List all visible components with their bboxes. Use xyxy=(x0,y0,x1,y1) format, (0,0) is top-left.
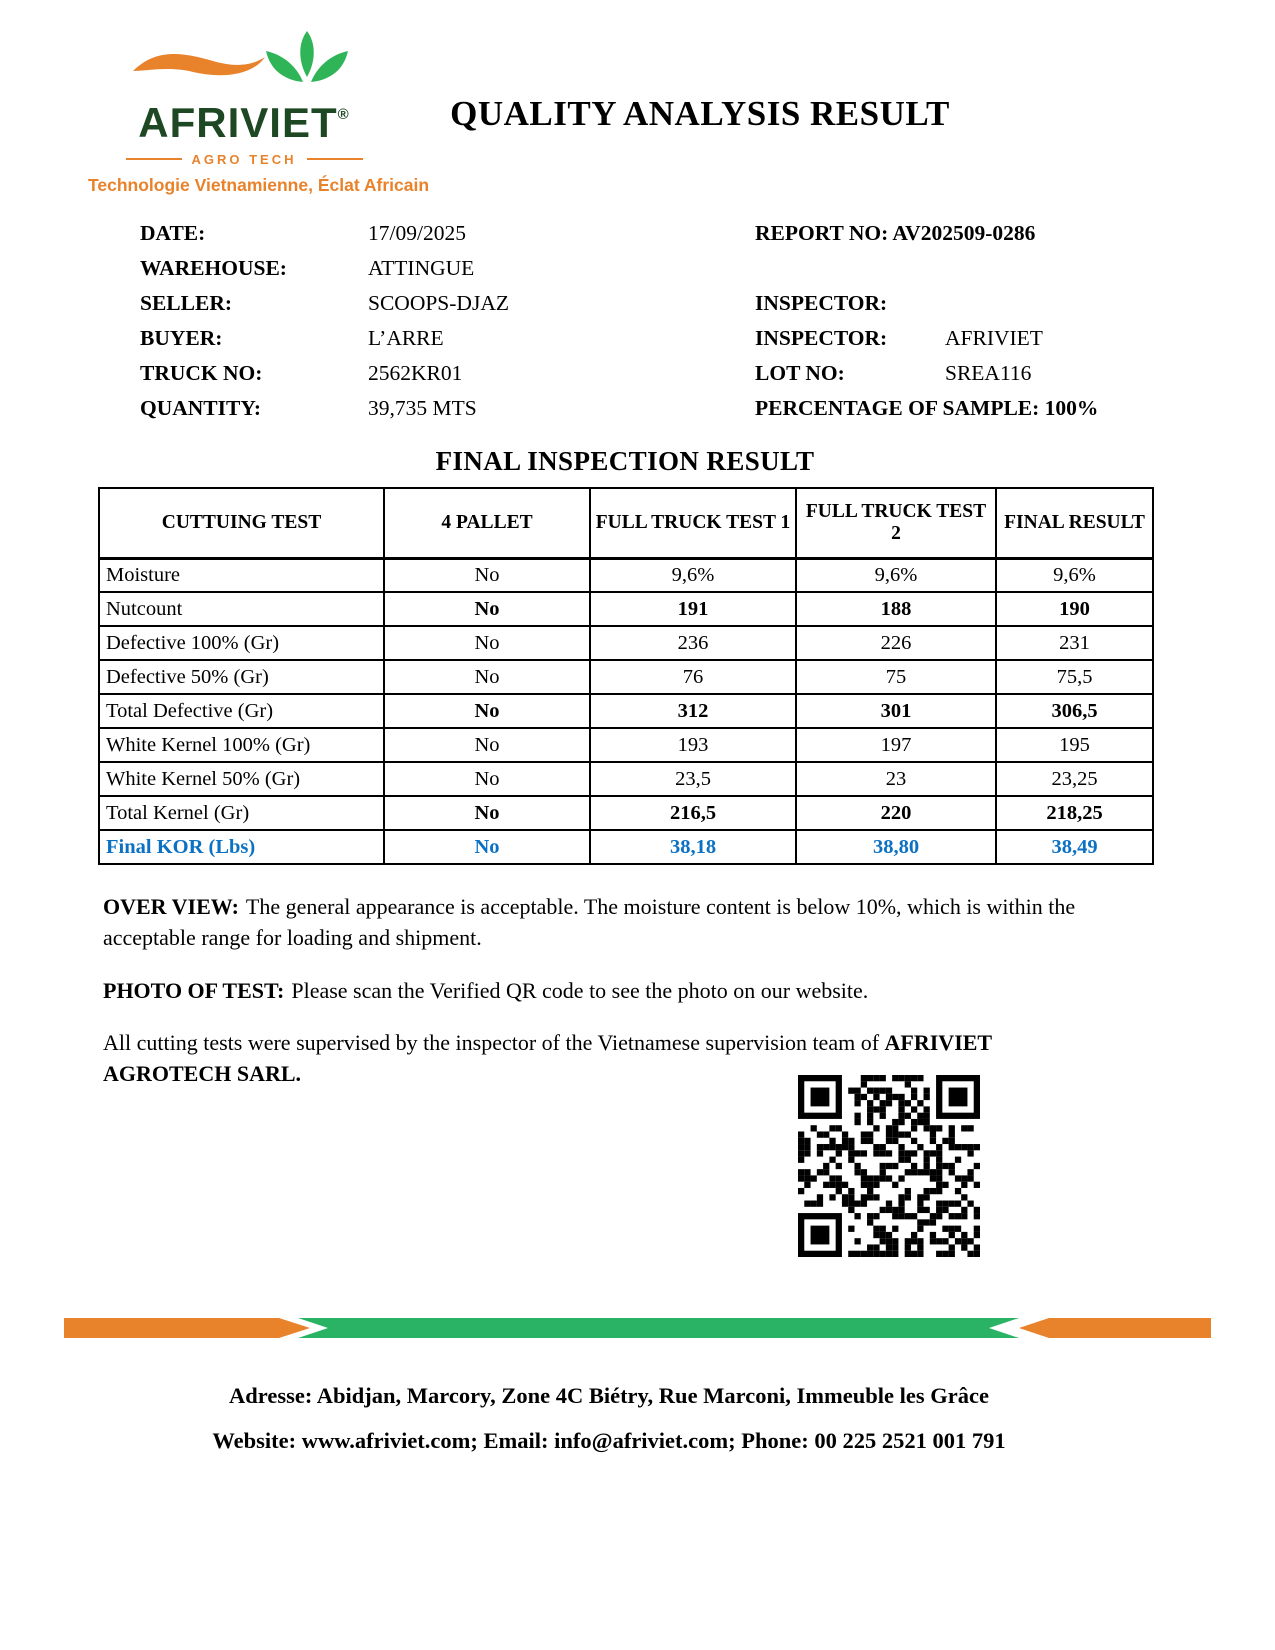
divider-line xyxy=(307,158,363,160)
table-row xyxy=(99,762,1153,796)
info-field-value: 2562KR01 xyxy=(368,361,463,385)
table-row xyxy=(99,796,1153,830)
value-cell: 23,25 xyxy=(996,762,1153,796)
table-row xyxy=(99,558,1153,592)
info-row xyxy=(0,321,1275,356)
table-body xyxy=(99,558,1153,864)
value-cell: No xyxy=(384,762,590,796)
column-header: 4 PALLET xyxy=(384,488,590,558)
value-cell: 75,5 xyxy=(996,660,1153,694)
registered-mark: ® xyxy=(337,106,350,123)
info-field-label: DATE: xyxy=(140,221,206,245)
info-row xyxy=(0,286,1275,321)
info-field-value: ATTINGUE xyxy=(368,256,475,280)
value-cell: 193 xyxy=(590,728,796,762)
info-row xyxy=(0,391,1275,426)
info-field-value: 17/09/2025 xyxy=(368,221,466,245)
info-field-label: QUANTITY: xyxy=(140,396,262,420)
value-cell: No xyxy=(384,694,590,728)
value-cell: No xyxy=(384,626,590,660)
sub-brand xyxy=(88,152,400,167)
value-cell: 188 xyxy=(796,592,996,626)
info-field-value: 39,735 MTS xyxy=(368,396,477,420)
value-cell: 197 xyxy=(796,728,996,762)
info-field-label: WAREHOUSE: xyxy=(140,256,287,280)
value-cell: 216,5 xyxy=(590,796,796,830)
info-row xyxy=(0,216,1275,251)
row-label-cell: Total Defective (Gr) xyxy=(99,694,384,728)
info-field-label: LOT NO: xyxy=(755,361,845,385)
footer-contact: Website: www.afriviet.com; Email: info@afriviet.com; Phone: 00 225 2521 001 791 xyxy=(212,1428,1006,1454)
value-cell: 231 xyxy=(996,626,1153,660)
section-title: FINAL INSPECTION RESULT xyxy=(435,446,815,476)
table-row xyxy=(99,592,1153,626)
info-section xyxy=(0,216,1275,426)
divider-line xyxy=(126,158,182,160)
column-header: FULL TRUCK TEST 1 xyxy=(590,488,796,558)
value-cell: 218,25 xyxy=(996,796,1153,830)
value-cell: 236 xyxy=(590,626,796,660)
info-field-value: AFRIVIET xyxy=(945,326,1043,350)
value-cell: 312 xyxy=(590,694,796,728)
value-cell: No xyxy=(384,830,590,864)
info-field-label: REPORT NO: AV202509-0286 xyxy=(755,221,1036,245)
info-field-label: TRUCK NO: xyxy=(140,361,263,385)
value-cell: 220 xyxy=(796,796,996,830)
afriviet-logo xyxy=(88,30,430,196)
column-header: FINAL RESULT xyxy=(996,488,1153,558)
value-cell: 75 xyxy=(796,660,996,694)
value-cell: 76 xyxy=(590,660,796,694)
value-cell: No xyxy=(384,558,590,592)
value-cell: No xyxy=(384,796,590,830)
value-cell: 9,6% xyxy=(590,558,796,592)
divider-band xyxy=(64,1317,1211,1339)
photo-of-test-paragraph xyxy=(103,975,1093,1006)
inspection-results-table xyxy=(98,487,1154,865)
report-header xyxy=(0,0,1275,212)
value-cell: 306,5 xyxy=(996,694,1153,728)
logo-leaf-swoosh-icon xyxy=(129,30,359,102)
table-row xyxy=(99,660,1153,694)
overview-text: The general appearance is acceptable. The moisture content is below 10%, which is within the acceptable range for loading and shipment. xyxy=(103,894,1076,951)
value-cell: 38,49 xyxy=(996,830,1153,864)
row-label-cell: Final KOR (Lbs) xyxy=(99,830,384,864)
supervision-text: All cutting tests were supervised by the inspector of the Vietnamese supervision team of xyxy=(103,1029,880,1055)
leaf-icon xyxy=(266,31,348,82)
overview-paragraph xyxy=(103,891,1093,953)
footer-address: Adresse: Abidjan, Marcory, Zone 4C Biétry, Rue Marconi, Immeuble les Grâce xyxy=(229,1383,989,1409)
info-field-label: PERCENTAGE OF SAMPLE: 100% xyxy=(755,396,1099,420)
table-header xyxy=(99,488,1153,558)
value-cell: No xyxy=(384,592,590,626)
sub-brand-label: AGRO TECH xyxy=(191,151,297,167)
value-cell: 195 xyxy=(996,728,1153,762)
info-field-label xyxy=(755,251,945,286)
info-row xyxy=(0,356,1275,391)
value-cell: 301 xyxy=(796,694,996,728)
value-cell: 9,6% xyxy=(996,558,1153,592)
band-green-middle xyxy=(298,1318,1019,1338)
brand-tagline: Technologie Vietnamienne, Éclat Africain xyxy=(88,174,430,195)
value-cell: 38,80 xyxy=(796,830,996,864)
table-row xyxy=(99,728,1153,762)
row-label-cell: Nutcount xyxy=(99,592,384,626)
info-field-label: INSPECTOR: xyxy=(755,291,888,315)
info-field-value: SCOOPS-DJAZ xyxy=(368,291,509,315)
info-field-value: SREA116 xyxy=(945,361,1032,385)
value-cell: 190 xyxy=(996,592,1153,626)
table-header-row xyxy=(99,488,1153,558)
value-cell: 191 xyxy=(590,592,796,626)
info-field-value: L’ARRE xyxy=(368,326,444,350)
table-row xyxy=(99,626,1153,660)
band-orange-left xyxy=(64,1318,310,1338)
column-header: CUTTUING TEST xyxy=(99,488,384,558)
row-label-cell: White Kernel 100% (Gr) xyxy=(99,728,384,762)
info-field-label: SELLER: xyxy=(140,291,233,315)
row-label-cell: Defective 100% (Gr) xyxy=(99,626,384,660)
row-label-cell: Defective 50% (Gr) xyxy=(99,660,384,694)
qr-code xyxy=(798,1075,980,1257)
table-row xyxy=(99,694,1153,728)
value-cell: 23 xyxy=(796,762,996,796)
info-row xyxy=(0,251,1275,286)
value-cell: 226 xyxy=(796,626,996,660)
supervision-company: AFRIVIET AGROTECH SARL. xyxy=(103,1029,992,1086)
value-cell: 38,18 xyxy=(590,830,796,864)
brand-name: AFRIVIET® xyxy=(138,99,350,146)
photo-text: Please scan the Verified QR code to see the photo on our website. xyxy=(291,978,869,1004)
column-header: FULL TRUCK TEST 2 xyxy=(796,488,996,558)
swoosh-icon xyxy=(133,54,265,75)
info-field-label: BUYER: xyxy=(140,326,223,350)
value-cell: No xyxy=(384,660,590,694)
band-orange-right xyxy=(1019,1318,1211,1338)
value-cell: 23,5 xyxy=(590,762,796,796)
overview-label: OVER VIEW: xyxy=(103,894,239,919)
value-cell: No xyxy=(384,728,590,762)
table-row xyxy=(99,830,1153,864)
row-label-cell: Total Kernel (Gr) xyxy=(99,796,384,830)
value-cell: 9,6% xyxy=(796,558,996,592)
info-field-label: INSPECTOR: xyxy=(755,326,888,350)
photo-label: PHOTO OF TEST: xyxy=(103,978,285,1004)
row-label-cell: White Kernel 50% (Gr) xyxy=(99,762,384,796)
row-label-cell: Moisture xyxy=(99,558,384,592)
page-title: QUALITY ANALYSIS RESULT xyxy=(450,94,950,133)
